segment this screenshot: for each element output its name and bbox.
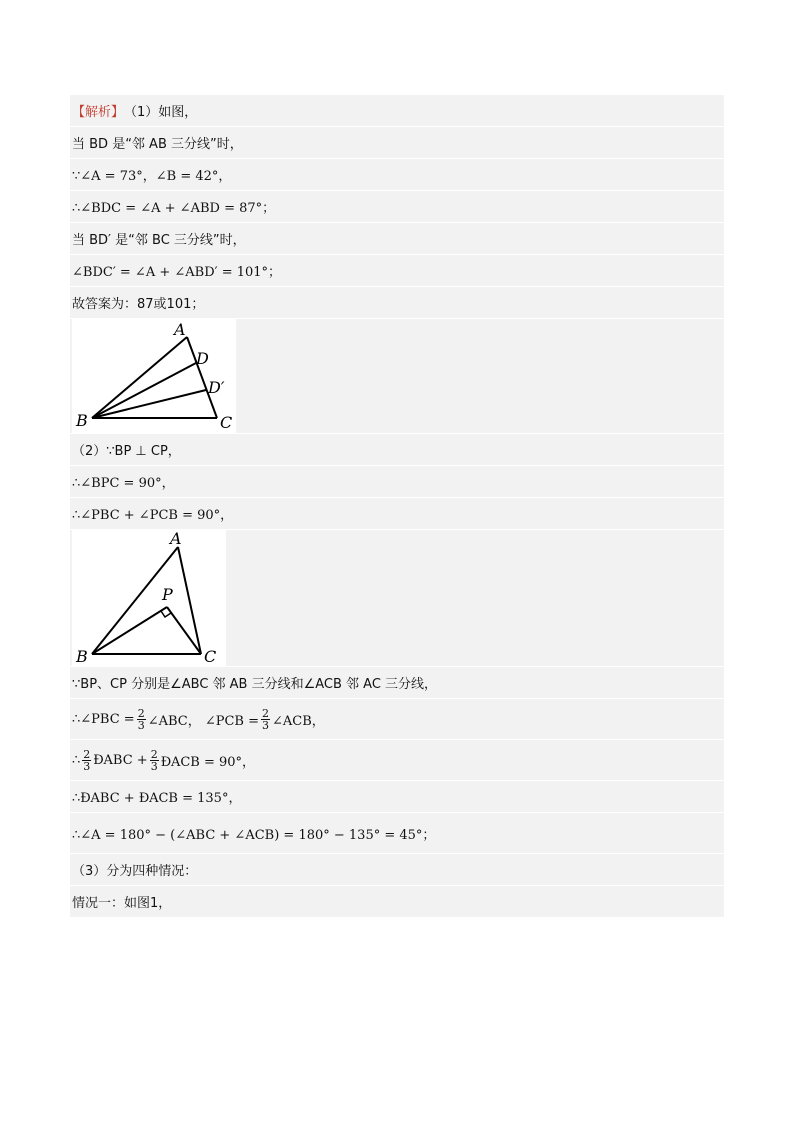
analysis-tag: 【解析】 (72, 105, 125, 120)
solution-line: ∴ÐABC + ÐACB = 135°， (70, 781, 724, 813)
solution-line: ∵BP、CP 分别是∠ABC 邻 AB 三分线和∠ACB 邻 AC 三分线， (70, 667, 724, 699)
solution-line: ∵∠A = 73°，∠B = 42°， (70, 159, 724, 191)
solution-line: （3）分为四种情况： (70, 854, 724, 886)
solution-line: 情况一：如图1， (70, 886, 724, 918)
label-p: P (162, 585, 173, 604)
fraction-denominator: 3 (262, 718, 270, 732)
label-a: A (174, 320, 186, 339)
solution-line: ∠BDC′ = ∠A + ∠ABD′ = 101°； (70, 255, 724, 287)
solution-line (70, 95, 724, 127)
solution-line (70, 740, 724, 781)
line-text: ∴∠PBC = (72, 711, 135, 727)
line-bp (92, 607, 167, 654)
solution-line (70, 699, 724, 740)
figure-row (70, 530, 724, 667)
triangle-figure-1 (72, 319, 236, 433)
line-bd (92, 363, 196, 418)
line-text: ÐACB = 90°， (160, 754, 256, 770)
fraction (261, 708, 270, 731)
solution-line: ∴∠BDC = ∠A + ∠ABD = 87°； (70, 191, 724, 223)
solution-block (70, 95, 724, 918)
line-text: ÐABC + (93, 752, 148, 768)
triangle-figure-2 (72, 530, 226, 666)
label-d: D (196, 349, 209, 368)
label-a: A (170, 530, 182, 548)
fraction-denominator: 3 (83, 759, 91, 773)
label-c: C (204, 647, 217, 666)
fraction-numerator: 2 (150, 747, 158, 761)
figure-row (70, 319, 724, 434)
solution-line: 故答案为：87或101； (70, 287, 724, 319)
solution-line: ∴∠A = 180° − (∠ABC + ∠ACB) = 180° − 135° = 45°； (70, 813, 724, 854)
fraction (82, 749, 91, 772)
fraction-numerator: 2 (83, 747, 91, 761)
solution-line: （2）∵BP ⊥ CP， (70, 434, 724, 466)
label-c: C (220, 413, 233, 432)
fraction (137, 708, 146, 731)
label-b: B (76, 411, 88, 430)
line-text: ∠ACB， (272, 713, 325, 729)
label-d-prime: D′ (208, 378, 225, 397)
line-text: （1）如图， (124, 105, 198, 120)
line-text: ∠ABC， ∠PCB = (147, 713, 260, 729)
fraction-denominator: 3 (137, 718, 145, 732)
fraction-numerator: 2 (262, 706, 270, 720)
label-b: B (76, 647, 88, 666)
solution-line: ∴∠BPC = 90°， (70, 466, 724, 498)
line-text: ∴ (72, 752, 81, 768)
fraction-numerator: 2 (137, 706, 145, 720)
solution-line: 当 BD′ 是“邻 BC 三分线”时， (70, 223, 724, 255)
fraction-denominator: 3 (150, 759, 158, 773)
solution-line: ∴∠PBC + ∠PCB = 90°， (70, 498, 724, 530)
solution-line: 当 BD 是“邻 AB 三分线”时， (70, 127, 724, 159)
fraction (150, 749, 159, 772)
